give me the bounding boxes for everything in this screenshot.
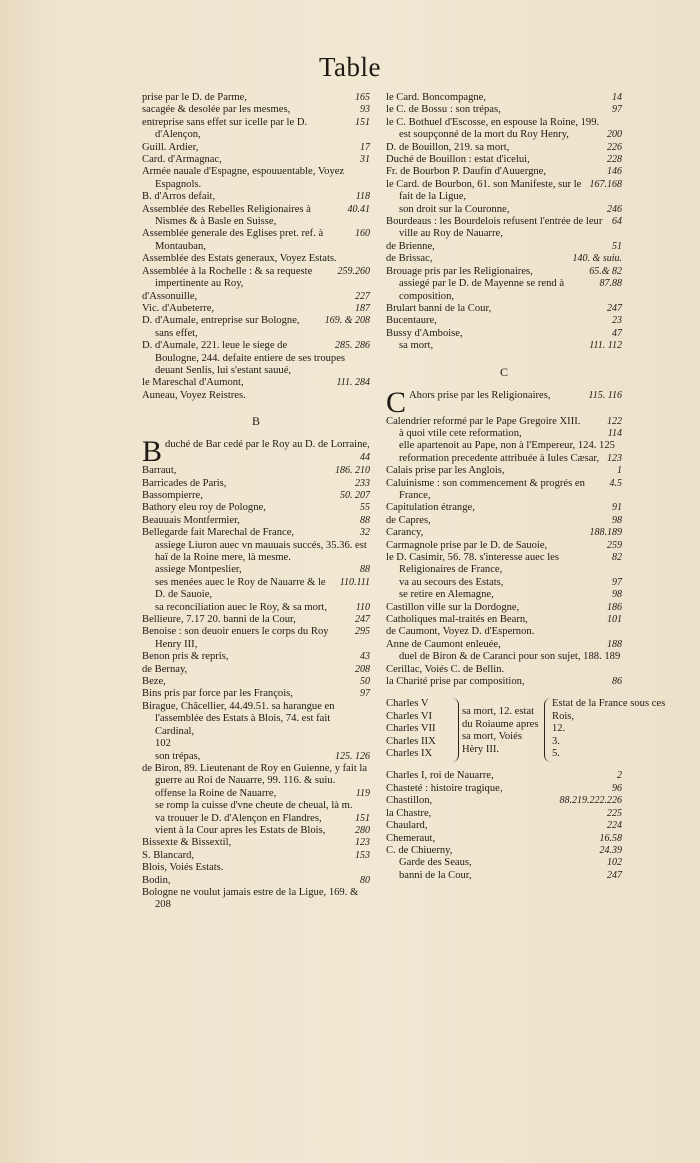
entry-text: le Mareschal d'Aumont, <box>142 377 244 389</box>
entry-text: Calendrier reformé par le Pape Gregoire XIII. <box>386 415 581 427</box>
entry-pages: 119 <box>355 787 370 799</box>
index-entry <box>386 142 622 154</box>
entry-pages: 97 <box>612 104 622 116</box>
index-entry <box>386 104 622 116</box>
entry-text: d'Assonuille, <box>142 290 198 302</box>
entry-pages: 153 <box>355 849 370 861</box>
index-entry <box>386 820 622 832</box>
entry-pages: 285. 286 <box>335 340 370 352</box>
kings-right-line: 3. <box>552 735 560 747</box>
king-name: Charles IX <box>386 748 433 760</box>
entry-text: Barraut, <box>142 465 177 477</box>
entry-text: Calais prise par les Anglois, <box>386 465 505 477</box>
index-entry <box>386 216 622 241</box>
king-name: Charles VI <box>386 710 432 722</box>
entry-text: Armée nauale d'Espagne, espouuentable, Voyez Espagnols. <box>142 166 345 190</box>
entry-pages: 110.111 <box>339 576 370 588</box>
entry-pages: 50 <box>360 676 370 688</box>
index-entry <box>142 478 370 490</box>
left-column <box>142 92 370 912</box>
entry-pages: 24.39 <box>599 844 622 856</box>
index-entry <box>386 416 622 428</box>
entry-pages: 14 <box>612 92 622 103</box>
index-entry <box>142 142 370 154</box>
index-entry <box>386 614 622 626</box>
entry-pages: 187 <box>355 302 370 314</box>
entry-text: Birague, Châcellier, 44.49.51. sa harangue en l'assemblée des Estats à Blois, 74. est fait Cardinal, <box>142 700 335 737</box>
entry-text: D. d'Aumale, 221. leue le siege de Boulogne, 244. defaite entiere de ses troupes deuant Senlis, lui s'estant sauué, <box>142 340 346 376</box>
index-entry <box>386 478 622 503</box>
index-entry <box>386 527 622 539</box>
entry-text: Beze, <box>142 676 166 688</box>
entry-pages: 122 <box>607 415 622 427</box>
entry-pages: 118 <box>355 191 370 203</box>
index-entry <box>386 129 622 141</box>
index-entry <box>142 291 370 303</box>
entry-pages: 82 <box>612 552 622 563</box>
entry-text: sa mort, <box>399 340 434 352</box>
entry-text: Bathory eleu roy de Pologne, <box>142 502 266 514</box>
entry-pages: 17 <box>360 141 370 153</box>
entry-pages: 88 <box>360 564 370 576</box>
entry-pages: 247 <box>355 614 370 626</box>
entry-pages: 64 <box>612 216 622 228</box>
index-entry <box>142 465 370 477</box>
kings-right-line: 5. <box>552 748 560 760</box>
index-entry <box>142 166 370 191</box>
entry-text: de Biron, 89. Lieutenant de Roy en Guienne, y fait la guerre au Roi de Nauarre, 99. 116. & suiu. <box>142 762 368 787</box>
king-name: Charles V <box>386 698 429 710</box>
initial-entry-c <box>386 385 622 419</box>
index-entry <box>386 577 622 589</box>
index-entry <box>386 602 622 614</box>
entry-text: le D. Casimir, 56. 78. s'interesse auec les Religionaires de France, <box>386 552 560 576</box>
entry-text: Assemblée à la Rochelle : & sa requeste impertinente au Roy, <box>142 265 313 290</box>
section-letter-b: B <box>251 414 260 429</box>
entry-pages: 123 <box>607 452 622 464</box>
entry-pages: 88.219.222.226 <box>559 795 622 807</box>
entry-pages: 102 <box>607 857 622 869</box>
entry-text: de Caumont, Voyez D. d'Espernon. <box>386 626 535 638</box>
index-entry <box>142 875 370 887</box>
entry-text: Cerillac, Voiés C. de Bellin. <box>386 663 505 675</box>
entry-text: duel de Biron & de Caranci pour son sujet, 188. 189 <box>399 651 621 663</box>
entry-text: le Card. de Bourbon, 61. son Manifeste, sur le fait de la Ligue, <box>386 178 582 203</box>
entry-pages: 4.5 <box>609 477 622 489</box>
index-entry <box>386 845 622 857</box>
entry-pages: 224 <box>607 820 622 832</box>
index-entry <box>142 527 370 539</box>
entry-pages: 40.41 <box>347 203 370 215</box>
index-entry <box>386 552 622 577</box>
entries-c <box>386 416 622 689</box>
index-entry <box>142 862 370 874</box>
entry-pages: 246 <box>607 203 622 215</box>
index-entry <box>142 117 370 142</box>
index-entry <box>142 266 370 291</box>
entry-text: sa reconciliation auec le Roy, & sa mort, <box>155 601 327 613</box>
index-entry <box>386 440 622 452</box>
index-entry <box>142 104 370 116</box>
entry-pages: 111. 284 <box>336 377 370 389</box>
entry-text: Bins pris par force par les François, <box>142 688 293 700</box>
entry-text: banni de la Cour, <box>399 869 472 881</box>
entry-pages: 160 <box>355 228 370 240</box>
entry-text: Auneau, Voyez Reistres. <box>142 389 246 401</box>
index-entry <box>386 795 622 807</box>
entry-pages: 97 <box>612 576 622 588</box>
entry-text: la Chastre, <box>386 807 432 819</box>
index-entry <box>142 763 370 788</box>
initial-entry-pages: 115. 116 <box>588 389 622 401</box>
entry-pages: 16.58 <box>599 832 622 844</box>
entry-pages: 186 <box>607 601 622 613</box>
entry-pages: 50. 207 <box>340 489 370 501</box>
index-entry <box>142 390 370 402</box>
brace-left <box>544 698 551 762</box>
brace-right <box>452 698 459 762</box>
index-entry <box>386 589 622 601</box>
entry-pages: 93 <box>360 104 370 116</box>
index-entry <box>142 515 370 527</box>
entry-text: C. de Chiuerny, <box>386 844 453 856</box>
index-entry <box>142 315 370 340</box>
index-entry <box>142 377 370 389</box>
index-entry <box>386 179 622 204</box>
index-entry <box>142 887 370 912</box>
index-entry <box>142 602 370 614</box>
entry-text: Benon pris & repris, <box>142 651 229 663</box>
entry-pages: 169. & 208 <box>324 315 370 327</box>
entry-text: Bodin, <box>142 874 171 886</box>
entry-pages: 86 <box>612 676 622 688</box>
entry-text: D. d'Aumale, entreprise sur Bologne, sans effet, <box>142 315 300 339</box>
entry-pages: 123 <box>355 837 370 849</box>
entry-text: Bologne ne voulut jamais estre de la Ligue, 169. & 208 <box>142 886 359 911</box>
index-entry <box>142 204 370 229</box>
entry-pages: 55 <box>360 502 370 514</box>
right-column <box>386 92 666 882</box>
entry-text: la Charité prise par composition, <box>386 676 525 688</box>
king-names <box>386 698 450 760</box>
entry-text: se retire en Alemagne, <box>399 589 494 601</box>
index-entry <box>386 664 622 676</box>
entry-pages: 1 <box>617 465 622 477</box>
index-entry <box>386 453 622 465</box>
entry-text: Benoise : son deuoir enuers le corps du Roy Henry III, <box>142 626 329 650</box>
entry-pages: 2 <box>617 770 622 782</box>
entry-text: assiege Liuron auec vn mauuais succés, 35.36. est haï de la Roine mere, là mesme. <box>155 539 367 563</box>
entry-text: entreprise sans effet sur icelle par le D. d'Alençon, <box>142 116 308 141</box>
index-entry <box>386 833 622 845</box>
index-entry <box>386 676 622 688</box>
entry-pages: 188 <box>607 638 622 650</box>
entry-pages: 51 <box>612 240 622 252</box>
entry-text: Carancy, <box>386 527 424 539</box>
entry-pages: 101 <box>607 614 622 626</box>
index-entry <box>386 303 622 315</box>
entry-text: S. Blancard, <box>142 849 195 861</box>
entry-text: Guill. Ardier, <box>142 141 199 153</box>
entry-pages: 65.& 82 <box>589 265 622 277</box>
entry-text: reformation precedente attribuée à Iules Cæsar, <box>399 452 600 464</box>
kings-right-line: Rois, <box>552 710 575 722</box>
entry-text: de Bernay, <box>142 663 188 675</box>
entry-text: prise par le D. de Parme, <box>142 92 248 103</box>
entry-text: Barricades de Paris, <box>142 477 227 489</box>
entry-pages: 151 <box>355 116 370 128</box>
index-entry <box>386 502 622 514</box>
entry-pages: 259 <box>607 539 622 551</box>
entry-text: offense la Roine de Nauarre, <box>155 787 277 799</box>
entry-pages: 47 <box>612 327 622 339</box>
entry-text: Vic. d'Aubeterre, <box>142 302 215 314</box>
charles-kings-bracket <box>386 696 666 766</box>
index-entry <box>142 850 370 862</box>
entry-text: Anne de Caumont enleuée, <box>386 638 501 650</box>
entry-pages: 208 <box>355 663 370 675</box>
index-entry <box>386 266 622 278</box>
entries-b-continued <box>386 92 622 353</box>
index-entry <box>386 639 622 651</box>
index-entry <box>386 651 622 663</box>
entry-text: ses menées auec le Roy de Nauarre & le D. de Sauoie, <box>155 576 326 601</box>
index-entry <box>142 664 370 676</box>
entry-text: Brouage pris par les Religionaires, <box>386 265 533 277</box>
entry-pages: 96 <box>612 782 622 794</box>
entry-text: Chemeraut, <box>386 832 436 844</box>
index-entry <box>386 92 622 104</box>
entry-pages: 186. 210 <box>335 465 370 477</box>
entry-text: le Card. Boncompagne, <box>386 92 487 103</box>
index-entry <box>142 688 370 700</box>
entry-text: Carmagnole prise par le D. de Sauoie, <box>386 539 548 551</box>
entry-text: Bussy d'Amboise, <box>386 327 463 339</box>
kings-middle-text: sa mort, 12. estat du Roiaume apres sa mort, Voiés Hèry III. <box>462 706 539 755</box>
entry-text: Duché de Bouillon : estat d'icelui, <box>386 154 530 166</box>
entry-text: Bucentaure, <box>386 315 437 327</box>
index-entry <box>386 241 622 253</box>
entry-text: de Capres, <box>386 514 431 526</box>
entry-text: Bellieure, 7.17 20. banni de la Cour, <box>142 614 296 626</box>
entry-pages: 32 <box>360 527 370 539</box>
index-entry <box>386 770 622 782</box>
entry-pages: 88 <box>360 514 370 526</box>
entry-pages: 227 <box>355 290 370 302</box>
entry-text: le C. Bothuel d'Escosse, en espouse la Roine, 199. <box>386 116 600 128</box>
entry-text: de Brissac, <box>386 253 433 265</box>
entry-pages: 280 <box>355 824 370 836</box>
index-entry <box>386 278 622 303</box>
index-entry <box>386 808 622 820</box>
entry-text: vient à la Cour apres les Estats de Blois, <box>155 824 326 836</box>
entry-pages: 80 <box>360 874 370 886</box>
index-entry <box>142 676 370 688</box>
entry-text: Garde des Seaus, <box>399 857 472 869</box>
entry-pages: 226 <box>607 141 622 153</box>
entry-text: Assemblée des Rebelles Religionaires à Nismes & à Basle en Suisse, <box>142 203 311 228</box>
index-entry <box>386 315 622 327</box>
entry-pages: 259.260 <box>337 265 370 277</box>
page-title: Table <box>318 52 382 82</box>
entry-text: sacagée & desolée par les mesmes, <box>142 104 291 116</box>
entry-text: Card. d'Armagnac, <box>142 154 222 166</box>
index-entry <box>142 303 370 315</box>
entry-text: à quoi vtile cete reformation, <box>399 427 522 439</box>
kings-right-line: 12. <box>552 723 566 735</box>
index-entry <box>142 92 370 104</box>
entry-text: elle apartenoit au Pape, non à l'Empereur, 124. 125 <box>399 440 615 452</box>
initial-entry-text: duché de Bar cedé par le Roy au D. de Lorraine, <box>165 439 370 451</box>
entry-text: Brulart banni de la Cour, <box>386 302 492 314</box>
entry-pages: 233 <box>355 477 370 489</box>
index-entry <box>142 228 370 253</box>
entry-text: Catholiques mal-traités en Bearn, <box>386 614 528 626</box>
index-entry <box>142 564 370 576</box>
index-entry <box>142 813 370 825</box>
dropcap-b: B <box>142 435 163 469</box>
entry-pages: 295 <box>355 626 370 638</box>
entry-pages: 111. 112 <box>589 340 622 352</box>
entry-text: Chasteté : histoire tragique, <box>386 782 503 794</box>
entry-pages: 125. 126 <box>335 750 370 762</box>
index-entry <box>142 577 370 602</box>
entry-pages: 167.168 <box>589 178 622 190</box>
entry-text: Fr. de Bourbon P. Daufin d'Auuergne, <box>386 166 547 178</box>
index-entry <box>386 328 622 340</box>
index-entry <box>142 837 370 849</box>
index-entry <box>386 465 622 477</box>
index-entry <box>142 490 370 502</box>
entry-pages: 140. & suiu. <box>572 253 622 265</box>
index-entry <box>142 614 370 626</box>
entry-pages: 247 <box>607 302 622 314</box>
index-entry <box>386 166 622 178</box>
entry-pages: 165 <box>355 92 370 103</box>
entry-text: Caluinisme : son commencement & progrés en France, <box>386 477 585 501</box>
initial-entry-pages: 44 <box>360 451 370 463</box>
entry-text: va trouuer le D. d'Alençon en Flandres, <box>155 812 322 824</box>
entry-pages: 188.189 <box>589 527 622 539</box>
index-entry <box>386 870 622 882</box>
entry-text: Chastillon, <box>386 795 433 807</box>
index-entry <box>142 825 370 837</box>
entry-pages: 114 <box>607 427 622 439</box>
index-entry <box>142 154 370 166</box>
index-entry <box>386 428 622 440</box>
entry-pages: 200 <box>607 129 622 141</box>
entry-text: son trépas, <box>155 750 201 762</box>
entry-pages: 23 <box>612 315 622 327</box>
entries-a-continued <box>142 92 370 402</box>
entry-pages: 146 <box>607 166 622 178</box>
entries-b <box>142 465 370 912</box>
entry-pages: 98 <box>612 514 622 526</box>
entry-text: le C. de Bossu : son trépas, <box>386 104 501 116</box>
entry-pages: 247 <box>607 869 622 881</box>
index-entry <box>142 701 370 738</box>
section-letter-c: C <box>499 364 508 379</box>
index-entry <box>386 154 622 166</box>
index-entry <box>386 515 622 527</box>
index-entry <box>386 626 622 638</box>
entry-text: Assemblée des Estats generaux, Voyez Estats. <box>142 253 337 265</box>
index-entry <box>142 626 370 651</box>
entry-text: se romp la cuisse d'vne cheute de cheual, là m. <box>155 800 353 812</box>
entries-c-continued <box>386 770 622 882</box>
entry-text: Bourdeaus : les Bourdelois refusent l'entrée de leur ville au Roy de Nauarre, <box>386 216 603 240</box>
entry-text: D. de Bouillon, 219. sa mort, <box>386 141 510 153</box>
entry-text: Bellegarde fait Marechal de France, <box>142 527 295 539</box>
entry-text: Chaulard, <box>386 820 428 832</box>
entry-text: B. d'Arros defait, <box>142 191 216 203</box>
entry-text: Assemblée generale des Eglises pret. ref. à Montauban, <box>142 228 324 252</box>
index-entry <box>142 788 370 800</box>
entry-text: Beauuais Montfermier, <box>142 514 240 526</box>
entry-pages: 43 <box>360 651 370 663</box>
king-name: Charles IIX <box>386 735 436 747</box>
index-entry <box>386 204 622 216</box>
index-entry <box>386 340 622 352</box>
entry-pages: 110 <box>355 601 370 613</box>
entry-pages: 225 <box>607 807 622 819</box>
entry-text: son droit sur la Couronne, <box>399 203 510 215</box>
index-entry <box>386 540 622 552</box>
entry-text: Bissexte & Bissextil, <box>142 837 232 849</box>
entry-pages: 87.88 <box>599 278 622 290</box>
entry-text: 102 <box>155 738 171 750</box>
index-entry <box>142 502 370 514</box>
entry-pages: 228 <box>607 154 622 166</box>
entry-pages: 31 <box>360 154 370 166</box>
index-entry <box>142 540 370 565</box>
initial-entry-b <box>142 435 370 469</box>
index-entry <box>142 738 370 750</box>
entry-text: de Brienne, <box>386 240 435 252</box>
entry-pages: 151 <box>355 812 370 824</box>
initial-entry-text: Ahors prise par les Religionaires, <box>409 389 551 401</box>
index-entry <box>142 191 370 203</box>
entry-pages: 91 <box>612 502 622 514</box>
index-entry <box>142 340 370 377</box>
entry-text: est soupçonné de la mort du Roy Henry, <box>399 129 569 141</box>
king-name: Charles VII <box>386 723 436 735</box>
index-entry <box>386 783 622 795</box>
entry-text: Bassompierre, <box>142 489 203 501</box>
entry-text: va au secours des Estats, <box>399 576 504 588</box>
index-entry <box>386 253 622 265</box>
index-entry <box>386 857 622 869</box>
entry-text: Blois, Voiés Estats. <box>142 862 224 874</box>
entry-text: Capitulation étrange, <box>386 502 475 514</box>
entry-text: Charles I, roi de Nauarre, <box>386 770 494 782</box>
entry-text: assiege Montpeslier, <box>155 564 242 576</box>
entry-pages: 98 <box>612 589 622 601</box>
index-entry <box>142 800 370 812</box>
entry-text: Castillon ville sur la Dordogne, <box>386 601 520 613</box>
index-entry <box>142 253 370 265</box>
kings-right-text <box>552 698 666 760</box>
index-entry <box>142 751 370 763</box>
dropcap-c: C <box>386 385 407 419</box>
kings-right-line: Estat de la France sous ces <box>552 698 666 710</box>
entry-text: assiegé par le D. de Mayenne se rend à composition, <box>399 278 565 302</box>
index-entry <box>386 117 622 129</box>
index-entry <box>142 651 370 663</box>
entry-pages: 97 <box>360 688 370 700</box>
